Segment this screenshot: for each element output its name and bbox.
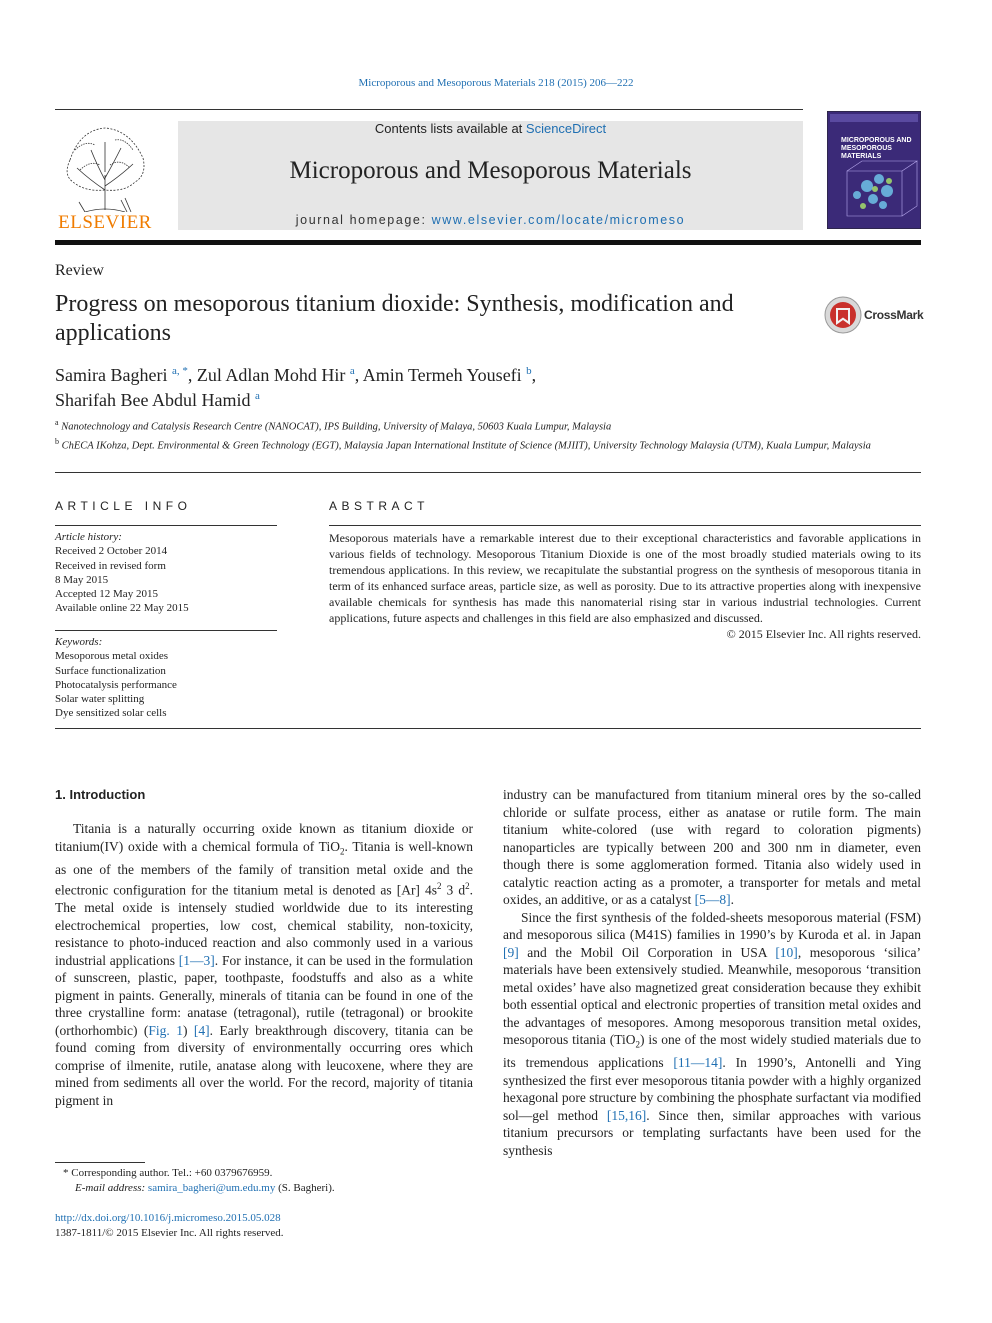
figure-link[interactable]: Fig. 1 xyxy=(148,1022,183,1038)
citation-link[interactable]: [11—14] xyxy=(673,1055,723,1071)
corresponding-author-footnote: * Corresponding author. Tel.: +60 0379676959. E-mail address: samira_bagheri@um.edu.my (S. Bagheri). xyxy=(63,1167,335,1194)
issn-copyright: 1387-1811/© 2015 Elsevier Inc. All rights reserved. xyxy=(55,1227,284,1239)
homepage-link[interactable]: www.elsevier.com/locate/micromeso xyxy=(431,213,686,227)
abstract-heading: ABSTRACT xyxy=(329,499,430,513)
author-name[interactable]: Sharifah Bee Abdul Hamid xyxy=(55,390,251,410)
citation-link[interactable]: [4] xyxy=(193,1022,210,1038)
journal-cover[interactable] xyxy=(827,111,921,229)
history-item: 8 May 2015 xyxy=(55,573,109,586)
citation-link[interactable]: [15,16] xyxy=(606,1107,647,1123)
citation-link[interactable]: [10] xyxy=(775,944,798,960)
paragraph: Since the first synthesis of the folded-sheets mesoporous material (FSM) and mesoporous silica (M41S) families in 1990’s by Kuroda et al. in Japan [9] and the Mobil Oil Corporation in USA [10], mesoporous ‘silica’ materials have been extensively studied. Meanwhile, mesoporous ‘transition metal oxides’ have also magnetized great consideration because they exhibit both essential optical and electronic properties of transition metal oxides and the advantages of mesopores. Among mesoporous transition metal oxides, mesoporous titania (TiO$_2$) is one of the most widely studied materials due to its tremendous applications [11—14]. In 1990’s, Antonelli and Ying synthesized the first ever mesoporous titania powder with a highly organized hexagonal pore structure by combining the phosphate surfactant via modified sol—gel method [15,16]. Since then, similar approaches with various titanium precursors or templating surfactants have been used for the synthesis xyxy=(503,909,922,1158)
affiliations xyxy=(55,416,915,454)
history-item: Received in revised form xyxy=(55,559,166,572)
crossmark-icon xyxy=(824,296,862,334)
author-list: Samira Bagheri $^{a, *}$, Zul Adlan Mohd Hir $^a$, Amin Termeh Yousefi $^b$, Sharifah Bee Abdul Hamid $^a$ xyxy=(55,365,537,410)
citation-link[interactable]: [9] xyxy=(503,944,519,960)
author-name[interactable]: Amin Termeh Yousefi xyxy=(362,365,522,385)
elsevier-logo xyxy=(55,120,155,232)
keywords-rule xyxy=(55,630,277,631)
abstract-body xyxy=(329,530,921,642)
publisher-name: ELSEVIER xyxy=(58,212,152,233)
article-info-rule xyxy=(55,525,277,526)
paragraph: Titania is a naturally occurring oxide known as titanium dioxide or titanium(IV) oxide with a chemical formula of TiO$_2$. Titania is well-known as one of the members of the family of transition metal oxide and the electronic configuration for the titanium metal is denoted as [Ar] $4s^2$ 3 $d^2$. The metal oxide is intensely studied worldwide due to its interesting electrochemical properties, low cost, chemical stability, non-toxicity, resistance to photo-induced reaction and also commonly used in a various industrial applications [1—3]. For instance, it can be used in the formulation of sunscreen, plastic, paper, toothpaste, foodstuffs and also as a white pigment in paints. Generally, minerals of titania can be found in one of the three crystalline form: anatase (tetragonal), rutile (tetragonal) or brookite (orthorhombic) (Fig. 1) [4]. Early breakthrough discovery, titania can be found coming from diversity of environmentally occurring ores which comprise of ilmenite, rutile, anatase along with leucoxene, where they are mined from sediments all over the world. For the record, majority of titania pigment in xyxy=(55,821,474,1108)
history-item: Available online 22 May 2015 xyxy=(55,602,189,615)
footnote-rule xyxy=(55,1162,145,1163)
body-column-right xyxy=(503,786,921,1159)
keyword-item: Photocatalysis performance xyxy=(55,678,177,691)
doi-block xyxy=(55,1211,475,1241)
sciencedirect-link[interactable]: ScienceDirect xyxy=(525,121,607,136)
front-matter-rule xyxy=(55,728,921,729)
keyword-item: Surface functionalization xyxy=(55,664,166,677)
history-item: Received 2 October 2014 xyxy=(55,545,168,558)
journal-reference-link[interactable]: Microporous and Mesoporous Materials 218 (2015) 206—222 xyxy=(358,77,634,89)
paragraph: industry can be manufactured from titanium mineral ores by the so-called chloride or sulfate process, either as anatase or rutile form. The main titanium white-colored (use with regard to coloration pigments) nanoparticles are typically between 200 and 300 nm in diameter, even though there is some agglomeration formed. Titania also widely used in catalytic reaction acting as a promoter, a transporter for metals and metal oxides, an additive, or as a catalyst [5—8]. xyxy=(503,787,921,907)
body-column-left xyxy=(55,820,473,1109)
header-rule xyxy=(55,109,803,110)
keyword-item: Dye sensitized solar cells xyxy=(55,707,167,720)
citation-link[interactable]: [1—3] xyxy=(178,952,215,968)
cover-title: MICROPOROUS AND MESOPOROUS MATERIALS xyxy=(841,137,912,160)
article-title: Progress on mesoporous titanium dioxide: Synthesis, modification and applications xyxy=(55,291,734,346)
journal-title: Microporous and Mesoporous Materials xyxy=(289,157,692,184)
article-info-heading: ARTICLE INFO xyxy=(55,499,192,513)
keyword-item: Mesoporous metal oxides xyxy=(55,650,169,663)
author-affiliation-mark[interactable]: a xyxy=(254,390,260,402)
author-affiliation-mark[interactable]: b xyxy=(526,365,532,377)
author-name[interactable]: Samira Bagheri xyxy=(55,365,168,385)
crossmark-label: CrossMark xyxy=(864,308,924,322)
header-thick-rule xyxy=(55,240,921,245)
author-affiliation-mark[interactable]: a, * xyxy=(171,365,188,377)
abstract-copyright: © 2015 Elsevier Inc. All rights reserved. xyxy=(726,627,921,641)
crossmark-badge[interactable] xyxy=(824,295,924,335)
journal-cover-image-icon xyxy=(827,111,921,229)
author-name[interactable]: Zul Adlan Mohd Hir xyxy=(196,365,346,385)
doi-link[interactable]: http://dx.doi.org/10.1016/j.micromeso.2015.05.028 xyxy=(55,1212,281,1224)
keywords: Keywords: Mesoporous metal oxides Surface functionalization Photocatalysis performance Solar water splitting Dye sensitized solar cells xyxy=(55,635,277,721)
affiliation-item: $^a$ Nanotechnology and Catalysis Research Centre (NANOCAT), IPS Building, University of Malaya, 50603 Kuala Lumpur, Malaysia xyxy=(55,418,612,433)
section-heading: 1. Introduction xyxy=(55,787,146,802)
citation-link[interactable]: [5—8] xyxy=(694,892,731,907)
section-divider xyxy=(55,472,921,473)
email-link[interactable]: samira_bagheri@um.edu.my xyxy=(147,1182,276,1194)
contents-line: Contents lists available at ScienceDirect xyxy=(374,121,607,136)
article-type: Review xyxy=(55,262,104,279)
author-affiliation-mark[interactable]: a xyxy=(349,365,355,377)
abstract-text: Mesoporous materials have a remarkable interest due to their exceptional characteristics and favorable applications in various fields of technology. Mesoporous Titanium Dioxide is one of the most broadly studied materials owing to its tremendous applications. In this review, we recapitulate the substantial progress on the synthesis of mesoporous titania in term of its enhanced surface areas, particle size, as well as porosity. Due to its attractive properties along with inexpensive available chemicals for synthesis has made this nanomaterial rising star in various industrial technologies. Current applications, future aspects and challenges in this field are also emphasized and discussed. xyxy=(329,531,921,625)
history-item: Accepted 12 May 2015 xyxy=(55,588,158,601)
journal-banner xyxy=(178,121,803,230)
keyword-item: Solar water splitting xyxy=(55,693,145,706)
journal-homepage: journal homepage: www.elsevier.com/locate/micromeso xyxy=(295,213,686,227)
affiliation-item: $^b$ ChECA IKohza, Dept. Environmental & Green Technology (EGT), Malaysia Japan International Institute of Science (MJIIT), University Technology Malaysia (UTM), Kuala Lumpur, Malaysia xyxy=(55,437,871,452)
journal-reference[interactable] xyxy=(0,77,992,89)
article-history: Article history: Received 2 October 2014 Received in revised form 8 May 2015 Accepted 12 May 2015 Available online 22 May 2015 xyxy=(55,530,277,616)
abstract-rule xyxy=(329,525,921,526)
